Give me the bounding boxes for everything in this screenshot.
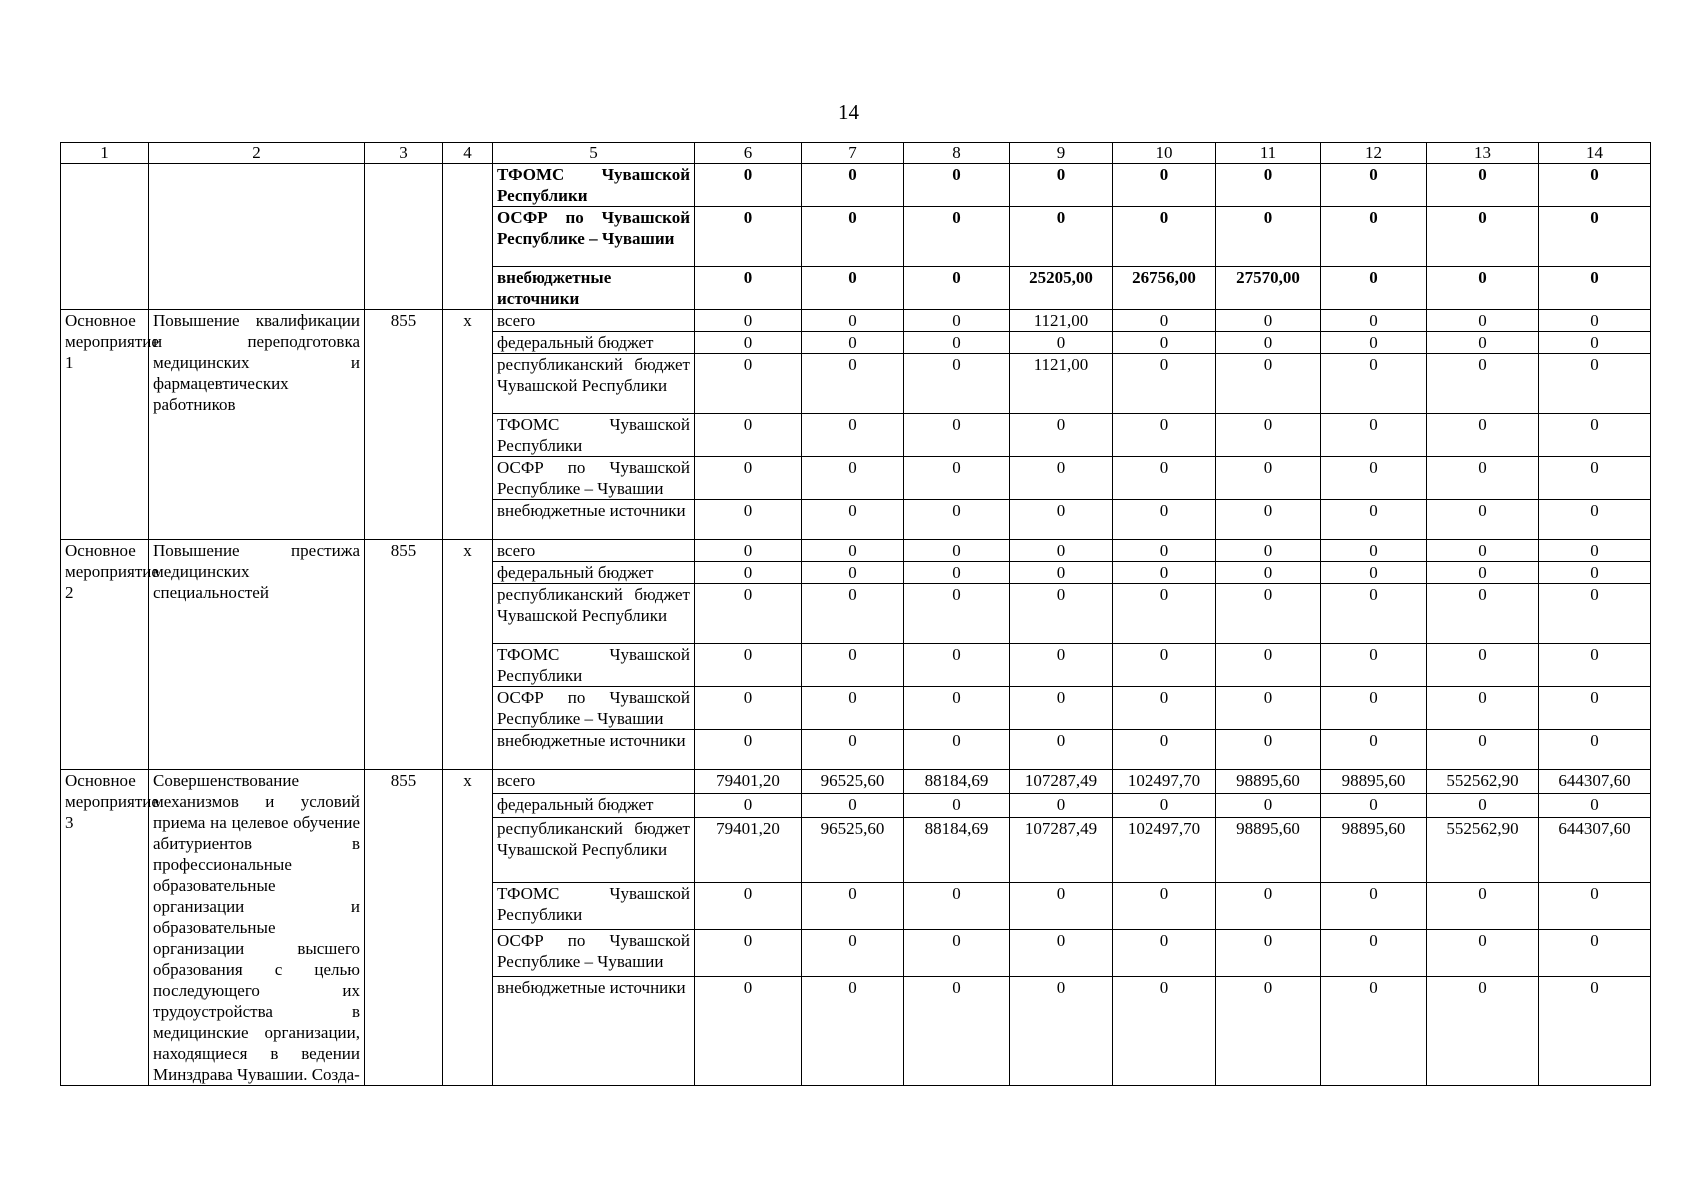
value-cell: 552562,90 [1427, 770, 1539, 794]
value-cell: 0 [1427, 500, 1539, 540]
value-cell: 98895,60 [1321, 770, 1427, 794]
value-cell: 0 [695, 164, 802, 207]
funding-source: ТФОМС Чувашской Республики [493, 644, 695, 687]
value-cell: 0 [802, 687, 904, 730]
page-number: 14 [838, 100, 859, 124]
value-cell: 1121,00 [1010, 354, 1113, 414]
value-cell: 0 [1010, 332, 1113, 354]
value-cell: 0 [904, 164, 1010, 207]
activity-code: 855 [365, 310, 443, 540]
value-cell: 79401,20 [695, 770, 802, 794]
value-cell: 0 [1113, 687, 1216, 730]
value-cell: 0 [1216, 414, 1321, 457]
value-cell: 0 [1321, 267, 1427, 310]
activity-label: Основное мероприятие 3 [61, 770, 149, 1086]
value-cell: 0 [1427, 883, 1539, 930]
value-cell: 0 [1427, 310, 1539, 332]
value-cell: 0 [1321, 332, 1427, 354]
value-cell: 0 [1321, 930, 1427, 977]
funding-source: ОСФР по Чувашской Республике – Чувашии [493, 207, 695, 267]
funding-source: федеральный бюджет [493, 793, 695, 817]
value-cell: 0 [1113, 644, 1216, 687]
column-header: 5 [493, 143, 695, 164]
value-cell: 0 [695, 540, 802, 562]
value-cell: 25205,00 [1010, 267, 1113, 310]
value-cell: 0 [1113, 584, 1216, 644]
value-cell: 0 [1216, 883, 1321, 930]
value-cell: 0 [802, 414, 904, 457]
value-cell: 0 [1216, 977, 1321, 1086]
value-cell: 0 [1321, 584, 1427, 644]
value-cell: 0 [1427, 562, 1539, 584]
value-cell: 0 [1539, 687, 1651, 730]
funding-source: федеральный бюджет [493, 562, 695, 584]
value-cell: 0 [1216, 354, 1321, 414]
value-cell: 0 [1427, 584, 1539, 644]
value-cell: 0 [1216, 793, 1321, 817]
column-header: 14 [1539, 143, 1651, 164]
value-cell: 0 [1539, 977, 1651, 1086]
value-cell: 0 [1321, 457, 1427, 500]
value-cell: 0 [1216, 540, 1321, 562]
column-header: 3 [365, 143, 443, 164]
funding-source: всего [493, 540, 695, 562]
value-cell: 0 [695, 354, 802, 414]
value-cell: 0 [1216, 584, 1321, 644]
value-cell: 0 [1010, 500, 1113, 540]
value-cell: 0 [1539, 310, 1651, 332]
value-cell: 0 [1427, 793, 1539, 817]
value-cell: 96525,60 [802, 770, 904, 794]
value-cell: 102497,70 [1113, 817, 1216, 882]
value-cell: 0 [1321, 793, 1427, 817]
value-cell: 0 [1010, 457, 1113, 500]
value-cell: 107287,49 [1010, 817, 1113, 882]
value-cell: 0 [1539, 562, 1651, 584]
value-cell: 0 [695, 584, 802, 644]
value-cell: 0 [1113, 793, 1216, 817]
value-cell: 0 [695, 930, 802, 977]
value-cell: 0 [1321, 207, 1427, 267]
value-cell: 0 [1321, 500, 1427, 540]
value-cell: 0 [904, 310, 1010, 332]
value-cell: 0 [1216, 332, 1321, 354]
activity-label: Основное мероприятие 1 [61, 310, 149, 540]
value-cell: 0 [1113, 310, 1216, 332]
value-cell: 0 [904, 500, 1010, 540]
value-cell: 0 [695, 977, 802, 1086]
value-cell: 27570,00 [1216, 267, 1321, 310]
value-cell: 0 [1113, 562, 1216, 584]
value-cell: 0 [904, 644, 1010, 687]
value-cell: 0 [1539, 730, 1651, 770]
value-cell: 0 [1427, 687, 1539, 730]
funding-table [60, 142, 1651, 1086]
value-cell: 0 [1113, 354, 1216, 414]
value-cell: 0 [1427, 540, 1539, 562]
value-cell: 0 [1113, 930, 1216, 977]
table-row [61, 540, 1651, 562]
value-cell: 0 [802, 930, 904, 977]
value-cell: 0 [802, 354, 904, 414]
column-header: 2 [149, 143, 365, 164]
value-cell: 0 [904, 562, 1010, 584]
value-cell: 88184,69 [904, 817, 1010, 882]
value-cell: 0 [1321, 883, 1427, 930]
value-cell: 0 [1321, 310, 1427, 332]
value-cell: 0 [904, 687, 1010, 730]
value-cell: 0 [904, 540, 1010, 562]
funding-source: республиканский бюджет Чувашской Республики [493, 584, 695, 644]
value-cell: 96525,60 [802, 817, 904, 882]
empty-cell [149, 164, 365, 310]
column-header: 6 [695, 143, 802, 164]
value-cell: 0 [1216, 930, 1321, 977]
value-cell: 0 [1216, 644, 1321, 687]
value-cell: 0 [802, 500, 904, 540]
activity-title: Повышение квалификации и переподготовка медицинских и фармацевтических работников [149, 310, 365, 540]
value-cell: 0 [1539, 540, 1651, 562]
value-cell: 0 [695, 644, 802, 687]
value-cell: 0 [802, 164, 904, 207]
column-header: 9 [1010, 143, 1113, 164]
column-header: 8 [904, 143, 1010, 164]
value-cell: 0 [695, 687, 802, 730]
value-cell: 0 [904, 267, 1010, 310]
value-cell: 102497,70 [1113, 770, 1216, 794]
value-cell: 0 [802, 977, 904, 1086]
value-cell: 0 [802, 310, 904, 332]
column-header: 1 [61, 143, 149, 164]
value-cell: 0 [1010, 164, 1113, 207]
value-cell: 0 [1539, 457, 1651, 500]
value-cell: 0 [1010, 930, 1113, 977]
value-cell: 0 [802, 883, 904, 930]
value-cell: 0 [1216, 164, 1321, 207]
value-cell: 0 [1539, 354, 1651, 414]
value-cell: 0 [802, 562, 904, 584]
table-row [61, 310, 1651, 332]
value-cell: 0 [1010, 540, 1113, 562]
value-cell: 0 [904, 354, 1010, 414]
funding-source: внебюджетные источники [493, 977, 695, 1086]
value-cell: 79401,20 [695, 817, 802, 882]
activity-col4: х [443, 770, 493, 1086]
value-cell: 0 [695, 332, 802, 354]
value-cell: 0 [695, 793, 802, 817]
value-cell: 0 [695, 267, 802, 310]
activity-code: 855 [365, 770, 443, 1086]
value-cell: 0 [1113, 500, 1216, 540]
value-cell: 0 [1539, 267, 1651, 310]
value-cell: 0 [802, 644, 904, 687]
value-cell: 0 [1321, 164, 1427, 207]
value-cell: 0 [1321, 730, 1427, 770]
value-cell: 0 [1113, 883, 1216, 930]
funding-source: всего [493, 770, 695, 794]
empty-cell [443, 164, 493, 310]
column-header: 7 [802, 143, 904, 164]
value-cell: 0 [1539, 332, 1651, 354]
value-cell: 0 [1010, 793, 1113, 817]
value-cell: 0 [904, 883, 1010, 930]
value-cell: 0 [1539, 164, 1651, 207]
value-cell: 0 [1427, 354, 1539, 414]
empty-cell [61, 164, 149, 310]
funding-source: ТФОМС Чувашской Республики [493, 883, 695, 930]
value-cell: 0 [802, 457, 904, 500]
value-cell: 0 [1539, 644, 1651, 687]
value-cell: 0 [904, 930, 1010, 977]
table-row [61, 770, 1651, 794]
value-cell: 0 [1010, 562, 1113, 584]
value-cell: 0 [1010, 977, 1113, 1086]
value-cell: 552562,90 [1427, 817, 1539, 882]
value-cell: 0 [1216, 310, 1321, 332]
value-cell: 0 [1539, 207, 1651, 267]
value-cell: 0 [1216, 457, 1321, 500]
activity-title: Повышение престижа медицинских специальностей [149, 540, 365, 770]
value-cell: 0 [904, 793, 1010, 817]
value-cell: 0 [1321, 414, 1427, 457]
value-cell: 0 [1427, 414, 1539, 457]
column-header: 11 [1216, 143, 1321, 164]
value-cell: 0 [802, 207, 904, 267]
value-cell: 0 [1321, 687, 1427, 730]
value-cell: 0 [1427, 930, 1539, 977]
value-cell: 0 [1113, 730, 1216, 770]
funding-source: ТФОМС Чувашской Республики [493, 414, 695, 457]
value-cell: 0 [1321, 540, 1427, 562]
value-cell: 0 [904, 332, 1010, 354]
value-cell: 26756,00 [1113, 267, 1216, 310]
value-cell: 0 [904, 414, 1010, 457]
value-cell: 0 [1216, 730, 1321, 770]
value-cell: 0 [802, 730, 904, 770]
value-cell: 0 [1539, 414, 1651, 457]
table-row [61, 164, 1651, 207]
value-cell: 0 [1010, 584, 1113, 644]
funding-source: федеральный бюджет [493, 332, 695, 354]
value-cell: 0 [904, 977, 1010, 1086]
value-cell: 0 [1216, 207, 1321, 267]
value-cell: 0 [695, 457, 802, 500]
value-cell: 0 [802, 793, 904, 817]
value-cell: 0 [695, 730, 802, 770]
column-header: 4 [443, 143, 493, 164]
activity-code: 855 [365, 540, 443, 770]
funding-source: ОСФР по Чувашской Республике – Чувашии [493, 457, 695, 500]
value-cell: 0 [1427, 977, 1539, 1086]
activity-label: Основное мероприятие 2 [61, 540, 149, 770]
value-cell: 0 [695, 310, 802, 332]
value-cell: 0 [1427, 332, 1539, 354]
value-cell: 0 [1010, 207, 1113, 267]
value-cell: 0 [1216, 562, 1321, 584]
value-cell: 0 [1113, 540, 1216, 562]
funding-source: ТФОМС Чувашской Республики [493, 164, 695, 207]
value-cell: 0 [1010, 687, 1113, 730]
value-cell: 0 [1113, 414, 1216, 457]
value-cell: 0 [904, 730, 1010, 770]
funding-source: внебюджетные источники [493, 730, 695, 770]
value-cell: 0 [802, 267, 904, 310]
value-cell: 1121,00 [1010, 310, 1113, 332]
value-cell: 0 [1427, 644, 1539, 687]
value-cell: 107287,49 [1010, 770, 1113, 794]
value-cell: 88184,69 [904, 770, 1010, 794]
value-cell: 0 [904, 207, 1010, 267]
value-cell: 0 [695, 414, 802, 457]
value-cell: 0 [695, 500, 802, 540]
funding-source: ОСФР по Чувашской Республике – Чувашии [493, 687, 695, 730]
activity-title: Совершенствование механизмов и условий приема на целевое обучение абитуриентов в профессиональные образовательные организации и образовательные организации высшего образования с целью последующего их трудоустройства в медицинские организации, находящиеся в ведении Минздрава Чувашии. Созда- [149, 770, 365, 1086]
column-header: 13 [1427, 143, 1539, 164]
activity-col4: х [443, 310, 493, 540]
value-cell: 0 [1427, 457, 1539, 500]
empty-cell [365, 164, 443, 310]
value-cell: 644307,60 [1539, 817, 1651, 882]
value-cell: 0 [1427, 267, 1539, 310]
value-cell: 0 [1321, 354, 1427, 414]
funding-source: ОСФР по Чувашской Республике – Чувашии [493, 930, 695, 977]
value-cell: 0 [904, 584, 1010, 644]
column-header: 12 [1321, 143, 1427, 164]
value-cell: 0 [1539, 930, 1651, 977]
funding-source: внебюджетные источники [493, 500, 695, 540]
value-cell: 0 [802, 540, 904, 562]
activity-col4: х [443, 540, 493, 770]
value-cell: 0 [695, 562, 802, 584]
value-cell: 0 [1539, 584, 1651, 644]
column-header: 10 [1113, 143, 1216, 164]
value-cell: 0 [1427, 730, 1539, 770]
value-cell: 0 [1427, 207, 1539, 267]
funding-source: республиканский бюджет Чувашской Республики [493, 817, 695, 882]
value-cell: 0 [1113, 207, 1216, 267]
value-cell: 0 [1113, 457, 1216, 500]
value-cell: 0 [1113, 164, 1216, 207]
value-cell: 98895,60 [1321, 817, 1427, 882]
funding-source: всего [493, 310, 695, 332]
value-cell: 0 [1539, 793, 1651, 817]
value-cell: 0 [1010, 414, 1113, 457]
funding-source: внебюджетные источники [493, 267, 695, 310]
value-cell: 0 [695, 207, 802, 267]
funding-source: республиканский бюджет Чувашской Республики [493, 354, 695, 414]
value-cell: 0 [802, 332, 904, 354]
value-cell: 98895,60 [1216, 770, 1321, 794]
value-cell: 98895,60 [1216, 817, 1321, 882]
value-cell: 0 [1216, 500, 1321, 540]
value-cell: 0 [1216, 687, 1321, 730]
value-cell: 0 [1321, 644, 1427, 687]
header-row [61, 143, 1651, 164]
value-cell: 0 [1427, 164, 1539, 207]
value-cell: 0 [1113, 332, 1216, 354]
value-cell: 0 [1010, 730, 1113, 770]
value-cell: 0 [1010, 644, 1113, 687]
value-cell: 0 [1113, 977, 1216, 1086]
value-cell: 644307,60 [1539, 770, 1651, 794]
value-cell: 0 [695, 883, 802, 930]
value-cell: 0 [1010, 883, 1113, 930]
value-cell: 0 [1539, 500, 1651, 540]
value-cell: 0 [1321, 977, 1427, 1086]
value-cell: 0 [1321, 562, 1427, 584]
value-cell: 0 [1539, 883, 1651, 930]
value-cell: 0 [904, 457, 1010, 500]
value-cell: 0 [802, 584, 904, 644]
